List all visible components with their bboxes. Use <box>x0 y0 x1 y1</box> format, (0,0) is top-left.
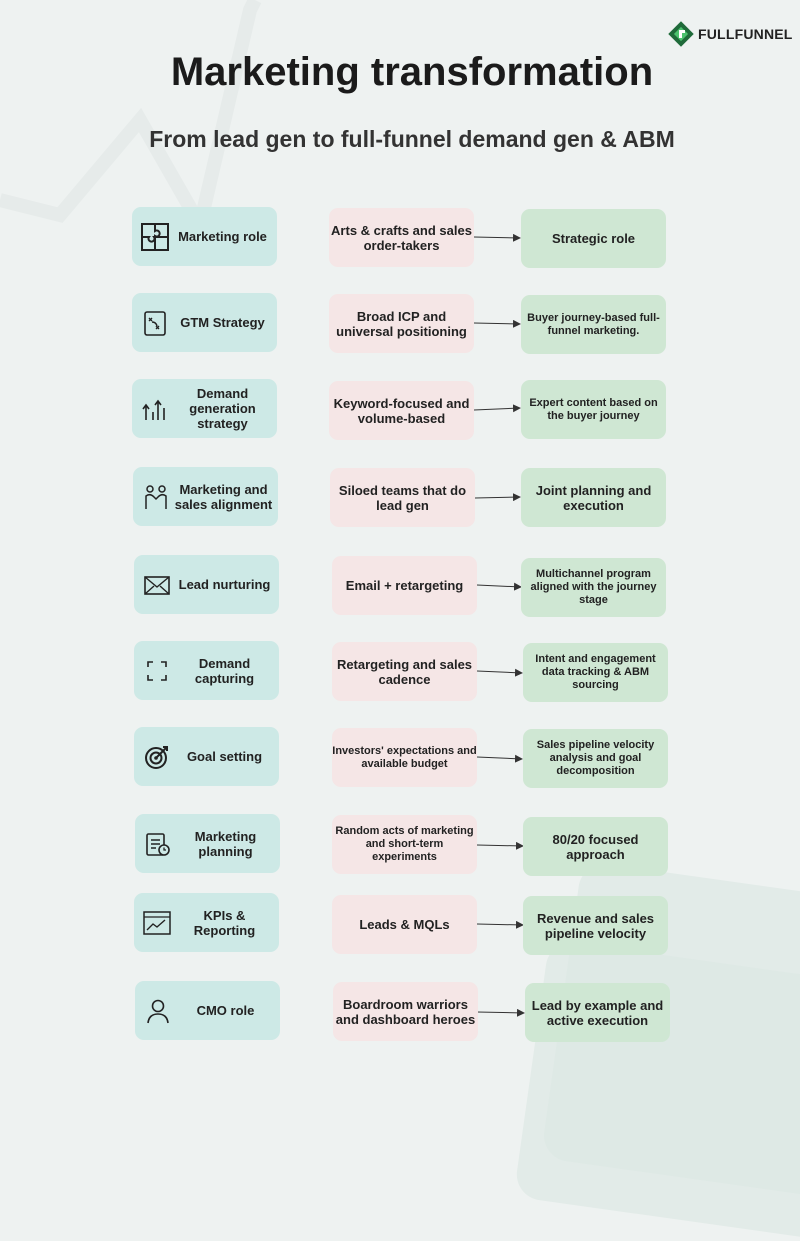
target-icon <box>142 742 172 772</box>
to-label: Strategic role <box>551 231 636 246</box>
to-box <box>521 209 666 268</box>
category-label: Demand generation strategy <box>189 386 256 431</box>
to-box <box>525 983 670 1042</box>
arrow <box>474 323 520 324</box>
category-box <box>134 641 279 700</box>
arrow <box>475 497 520 498</box>
category-label: GTM Strategy <box>180 315 265 330</box>
from-box <box>329 208 474 267</box>
person-icon <box>143 996 173 1026</box>
category-box <box>132 379 277 438</box>
arrow <box>477 924 523 925</box>
to-label: Lead by example and active execution <box>531 997 664 1028</box>
page-title: Marketing transformation <box>170 50 654 94</box>
from-label: Leads & MQLs <box>359 917 450 932</box>
from-box <box>332 642 477 701</box>
to-box <box>521 558 666 617</box>
category-label: Lead nurturing <box>178 577 271 592</box>
growth-arrows-icon <box>140 394 170 424</box>
from-label: Investors' expectations and available budget <box>332 744 477 770</box>
category-label: Marketing planning <box>194 828 257 859</box>
to-box <box>523 643 668 702</box>
to-label: 80/20 focused approach <box>552 831 639 862</box>
handshake-icon <box>141 482 171 512</box>
category-box <box>132 207 277 266</box>
category-label: KPIs & Reporting <box>193 907 256 938</box>
category-box <box>133 467 278 526</box>
category-box <box>134 555 279 614</box>
category-box <box>134 893 279 952</box>
category-label: Goal setting <box>186 749 263 764</box>
from-label: Random acts of marketing and short-term experiments <box>335 825 474 863</box>
arrow <box>477 757 522 759</box>
from-box <box>332 556 477 615</box>
arrow <box>477 585 521 587</box>
to-label: Revenue and sales pipeline velocity <box>536 910 655 941</box>
to-box <box>521 295 666 354</box>
from-label: Siloed teams that do lead gen <box>338 482 467 513</box>
from-box <box>330 468 475 527</box>
to-box <box>523 896 668 955</box>
to-box <box>521 380 666 439</box>
to-label: Expert content based on the buyer journey <box>529 396 658 422</box>
from-box <box>332 895 477 954</box>
arrow <box>477 1012 524 1013</box>
category-label: Marketing role <box>178 229 267 244</box>
category-box <box>132 293 277 352</box>
to-label: Multichannel program aligned with the journey stage <box>530 568 657 606</box>
from-label: Retargeting and sales cadence <box>336 656 473 687</box>
category-box <box>134 727 279 786</box>
category-label: Demand capturing <box>194 655 255 686</box>
arrow <box>474 408 520 410</box>
to-box <box>521 468 666 527</box>
from-label: Boardroom warriors and dashboard heroes <box>335 996 476 1027</box>
puzzle-icon <box>140 222 170 252</box>
arrow <box>477 671 522 673</box>
from-label: Email + retargeting <box>345 578 464 593</box>
page-subtitle: From lead gen to full-funnel demand gen & ABM <box>149 126 675 152</box>
to-label: Buyer journey-based full-funnel marketing. <box>527 311 660 337</box>
clipboard-clock-icon <box>143 829 173 859</box>
from-box <box>329 294 474 353</box>
brand-name: FULLFUNNEL <box>698 26 793 42</box>
category-box <box>135 981 280 1040</box>
from-box <box>332 728 477 787</box>
analytics-window-icon <box>142 908 172 938</box>
category-label: CMO role <box>196 1003 255 1018</box>
to-label: Intent and engagement data tracking & ABM sourcing <box>535 653 656 691</box>
arrow <box>477 845 523 846</box>
arrow <box>474 237 520 238</box>
from-label: Keyword-focused and volume-based <box>333 395 470 426</box>
from-label: Arts & crafts and sales order-takers <box>331 222 472 253</box>
to-label: Joint planning and execution <box>535 482 652 513</box>
from-box <box>333 982 478 1041</box>
from-box <box>329 381 474 440</box>
category-box <box>135 814 280 873</box>
category-label: Marketing and sales alignment <box>174 481 273 512</box>
envelope-icon <box>142 570 172 600</box>
from-box <box>332 815 477 874</box>
to-box <box>523 817 668 876</box>
capture-frame-icon <box>142 656 172 686</box>
to-label: Sales pipeline velocity analysis and goal decomposition <box>536 739 655 777</box>
strategy-board-icon <box>140 308 170 338</box>
to-box <box>523 729 668 788</box>
from-label: Broad ICP and universal positioning <box>336 308 467 339</box>
